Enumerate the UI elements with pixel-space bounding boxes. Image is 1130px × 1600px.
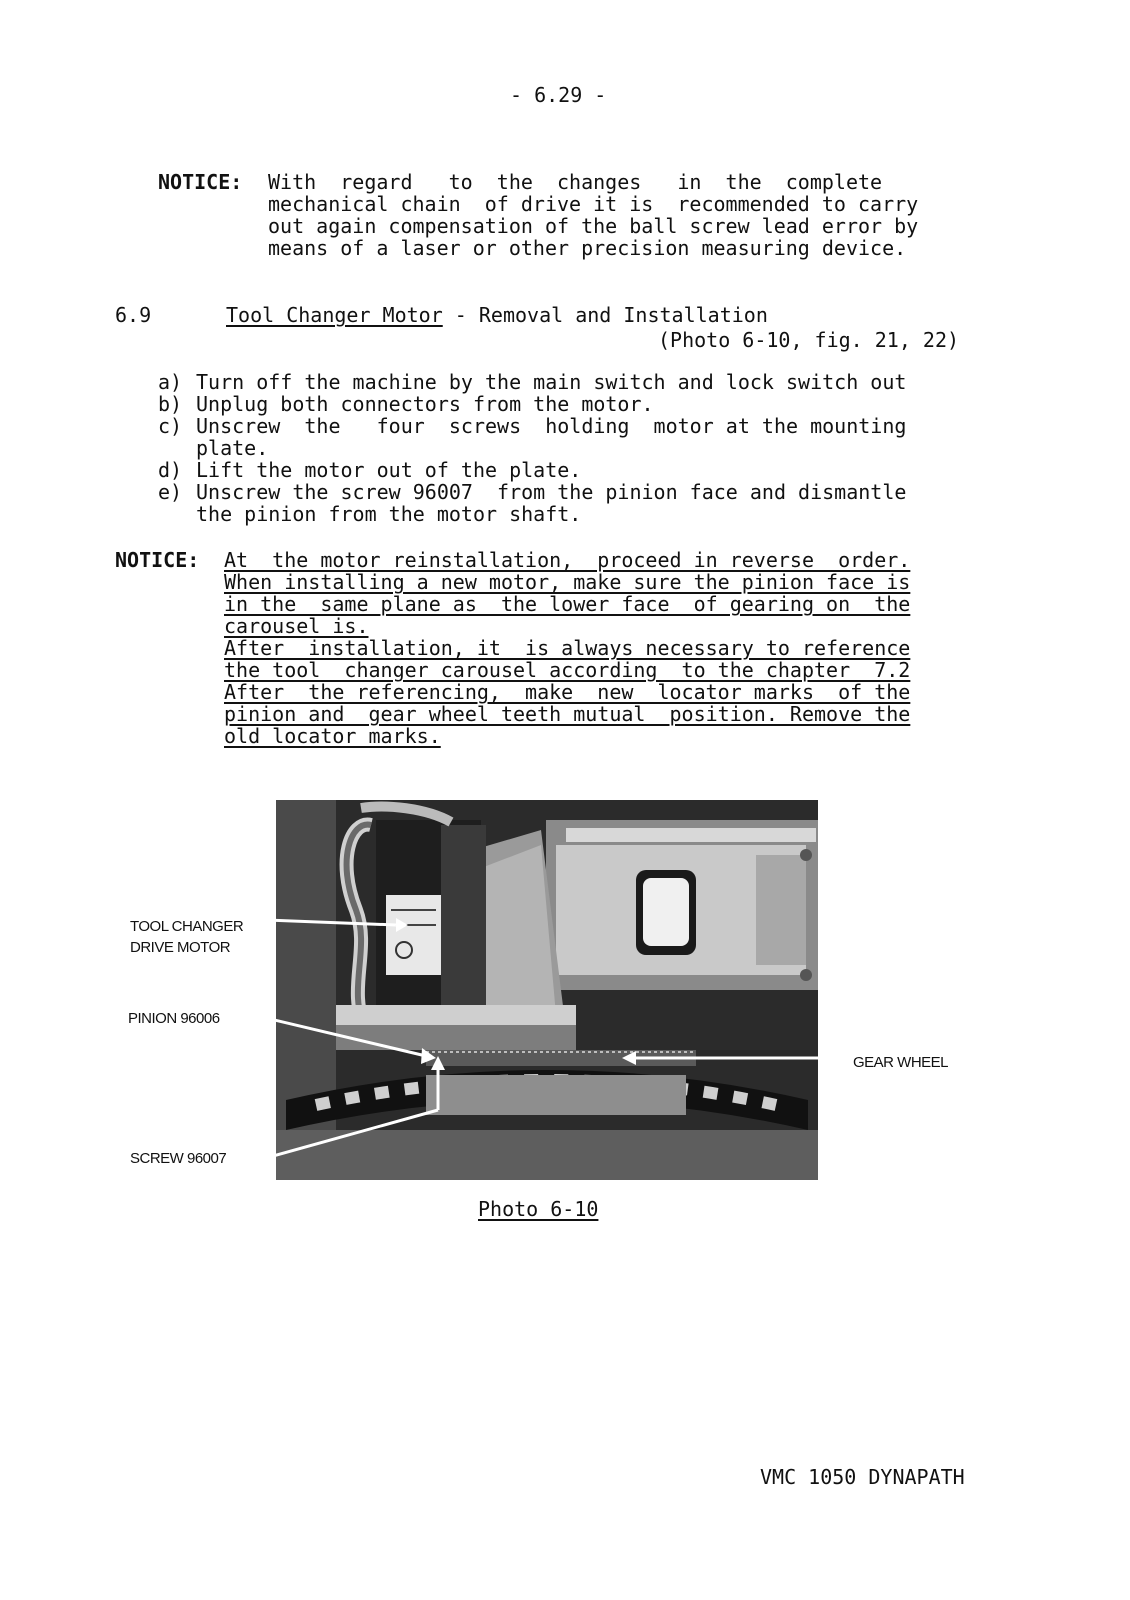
step-line: the pinion from the motor shaft. [196,502,582,526]
footer-model: VMC 1050 DYNAPATH [760,1465,965,1489]
notice-line: old locator marks. [224,724,441,748]
notice-line: the tool changer carousel according to the chapter 7.2 [224,658,911,682]
photo-caption: Photo 6-10 [478,1197,599,1221]
photo [276,800,818,1180]
list-item [158,415,906,459]
notice-line: carousel is. [224,614,369,638]
notice-text [268,171,988,259]
page-number: - 6.29 - [510,83,607,107]
list-item [158,459,906,481]
notice-line: When installing a new motor, make sure the pinion face is [224,570,911,594]
notice-line: At the motor reinstallation, proceed in reverse order. [224,548,911,572]
step-letter: a) [158,370,183,394]
step-line: Unscrew the four screws holding motor at the mounting [196,414,907,438]
notice-line: out again compensation of the ball screw lead error by [268,214,919,238]
section-number: 6.9 [115,303,152,327]
section-title-suffix: - Removal and Installation [442,303,768,327]
notice-line: mechanical chain of drive it is recommended to carry [268,192,919,216]
notice-line: in the same plane as the lower face of gearing on the [224,592,911,616]
section-heading [226,304,768,326]
step-letter: e) [158,480,183,504]
photo-illustration [276,800,818,1180]
section-reference: (Photo 6-10, fig. 21, 22) [658,328,960,352]
notice-line: With regard to the changes in the complete [268,170,883,194]
step-letter: b) [158,392,183,416]
steps-list [158,371,906,525]
step-line: Turn off the machine by the main switch and lock switch out [196,370,907,394]
step-line: plate. [196,436,269,460]
notice-text [224,549,910,747]
step-line: Unplug both connectors from the motor. [196,392,654,416]
step-letter: d) [158,458,183,482]
notice-label: NOTICE: [158,170,243,194]
list-item [158,481,906,525]
label-screw: SCREW 96007 [130,1150,227,1167]
label-tool-changer-motor [130,916,243,958]
label-pinion: PINION 96006 [128,1010,220,1027]
notice-label: NOTICE: [115,548,200,572]
label-line: DRIVE MOTOR [130,939,231,956]
label-line: TOOL CHANGER [130,918,244,935]
step-line: Unscrew the screw 96007 from the pinion face and dismantle [196,480,907,504]
notice-line: pinion and gear wheel teeth mutual position. Remove the [224,702,911,726]
notice-line: After the referencing, make new locator marks of the [224,680,911,704]
notice-line: After installation, it is always necessary to reference [224,636,911,660]
list-item [158,393,906,415]
notice-line: means of a laser or other precision measuring device. [268,236,907,260]
step-letter: c) [158,414,183,438]
label-gear-wheel: GEAR WHEEL [853,1054,949,1071]
step-line: Lift the motor out of the plate. [196,458,582,482]
section-title: Tool Changer Motor [226,303,443,327]
list-item [158,371,906,393]
